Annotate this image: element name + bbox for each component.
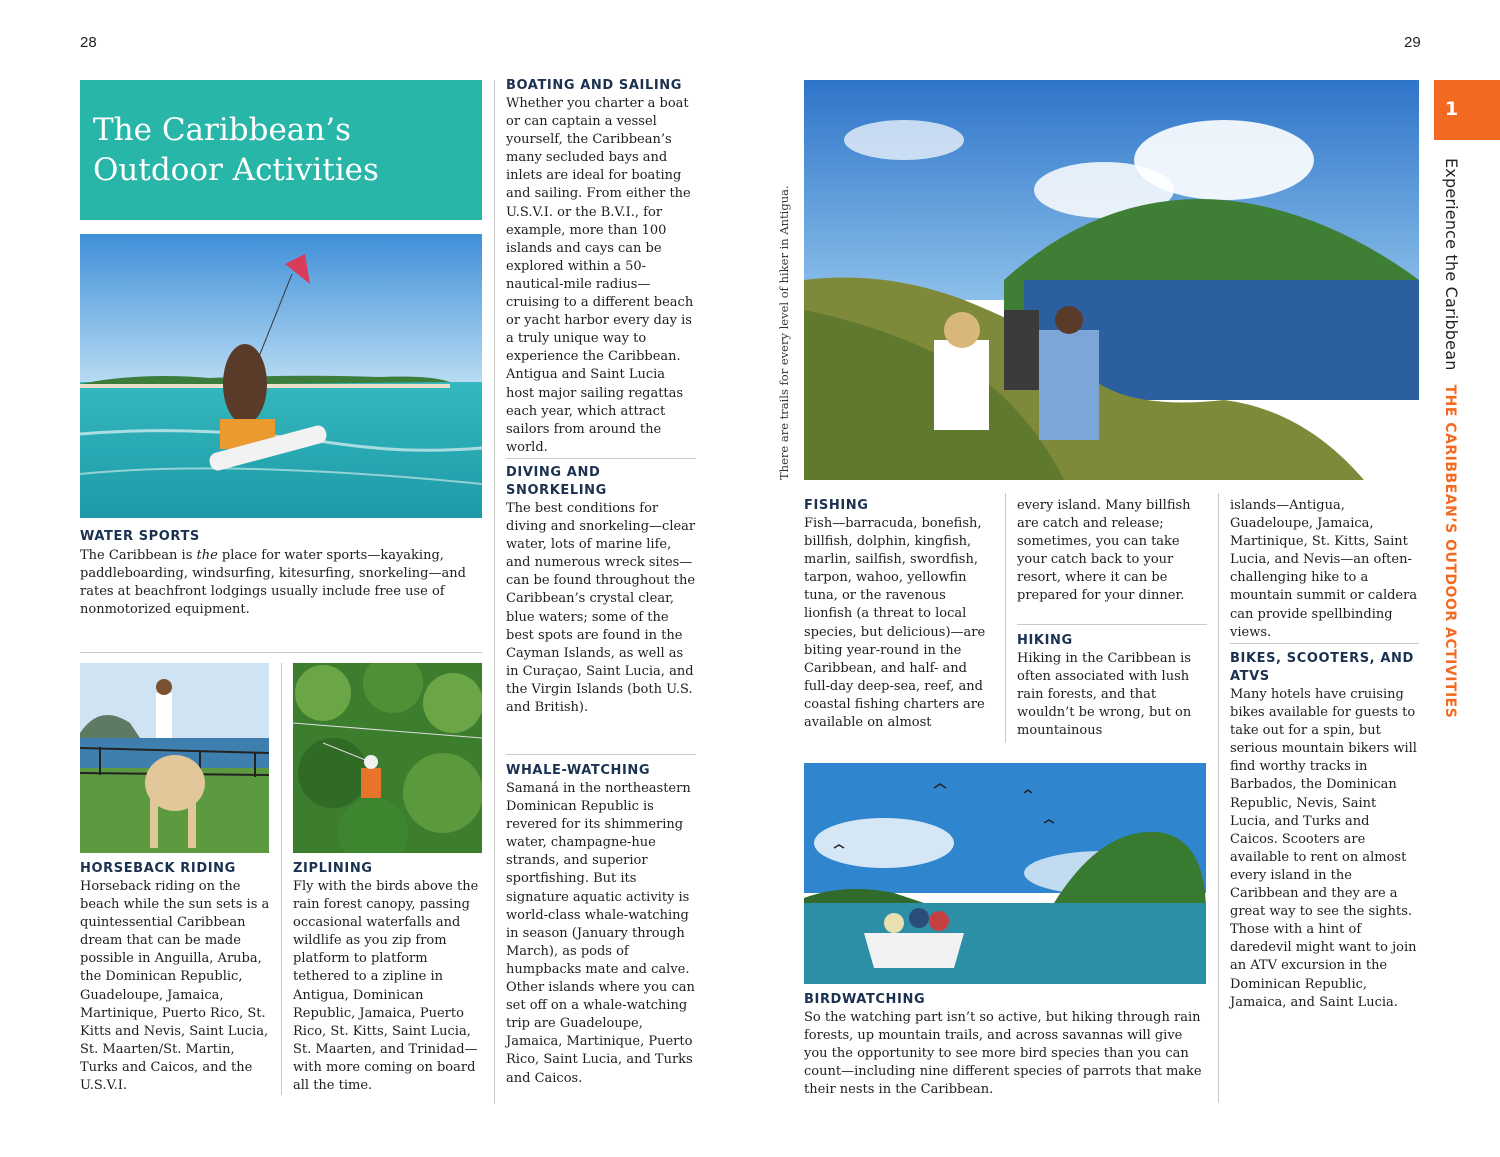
- chapter-tab: [1434, 80, 1500, 140]
- whale-watching-heading: WHALE-WATCHING: [506, 763, 651, 778]
- page-title: The Caribbean’s Outdoor Activities: [93, 112, 379, 188]
- title-banner: [80, 80, 482, 220]
- fishing-text: Fish—barracuda, bonefish, billfish, dolphin, kingfish, marlin, sailfish, swordfish, tarpon, wahoo, yellowfin tuna, or the ravenous lionfish (a threat to local species, but delicious)—are biting year-round in the Caribbean, and half- and full-day deep-sea, reef, and coastal fishing charters are available on almost: [804, 516, 986, 731]
- page-number-right: 29: [1404, 34, 1421, 51]
- ziplining-text: Fly with the birds above the rain forest canopy, passing occasional waterfalls and wildlife as you zip from platform to platform tethered to a zipline in Antigua, Dominican Republic, Jamaica, Puerto Rico, St. Kitts, Saint Lucia, St. Maarten, and Trinidad—with more coming on board all the time.: [293, 879, 479, 1094]
- birdwatching-text: So the watching part isn’t so active, but hiking through rain forests, up mountain trails, and across savannas will give you the opportunity to see more bird species than you can count—including nine different species of parrots that make their nests in the Caribbean.: [804, 1010, 1202, 1098]
- ziplining-heading: ZIPLINING: [293, 861, 373, 876]
- kitesurfing-photo: [80, 234, 482, 518]
- boating-heading: BOATING AND SAILING: [506, 78, 683, 93]
- diving-text: The best conditions for diving and snorkeling—clear water, lots of marine life, and numerous wreck sites—can be found throughout the Caribbean’s crystal clear, blue waters; some of the best spots are found in the Cayman Islands, as well as in Curaçao, Saint Lucia, and the Virgin Islands (both U.S. and British).: [506, 501, 696, 716]
- hiking-text: Hiking in the Caribbean is often associated with lush rain forests, and that wouldn’t be wrong, but on mountainous: [1017, 651, 1192, 739]
- divider: [80, 652, 482, 653]
- hiking-heading: HIKING: [1017, 633, 1073, 648]
- birdwatching-heading: BIRDWATCHING: [804, 992, 926, 1007]
- horseback-riding-text: Horseback riding on the beach while the sun sets is a quintessential Caribbean dream that can be made possible in Anguilla, Aruba, the Dominican Republic, Guadeloupe, Jamaica, Martinique, Puerto Rico, St. Kitts and Nevis, Saint Lucia, St. Maarten/St. Martin, Turks and Caicos, and the U.S.V.I.: [80, 879, 270, 1094]
- fishing-text-continued: every island. Many billfish are catch and release; sometimes, you can take your catch back to your resort, where it can be prepared for your dinner.: [1017, 498, 1191, 604]
- hiking-antigua-photo: [804, 80, 1419, 480]
- water-sports-text: The Caribbean is the place for water sports—kayaking, paddleboarding, windsurfing, kitesurfing, snorkeling—and rates at beachfront lodgings usually include free use of nonmotorized equipment.: [80, 548, 466, 618]
- boating-text: Whether you charter a boat or can captain a vessel yourself, the Caribbean’s many secluded bays and inlets are ideal for boating and sailing. From either the U.S.V.I. or the B.V.I., for example, more than 100 islands and cays can be explored within a 50-nautical-mile radius—cruising to a different beach or yacht harbor every day is a truly unique way to experience the Caribbean. Antigua and Saint Lucia host major sailing regattas each year, which attract sailors from around the world.: [506, 96, 694, 455]
- divider: [506, 754, 696, 755]
- subsection-title: THE CARIBBEAN’S OUTDOOR ACTIVITIES: [1442, 384, 1458, 719]
- running-header: [1442, 158, 1461, 718]
- column-divider: [1005, 493, 1006, 743]
- chapter-number: 1: [1445, 98, 1459, 120]
- bikes-text: Many hotels have cruising bikes available for guests to take out for a spin, but serious mountain bikers will find worthy tracks in Barbados, the Dominican Republic, Nevis, Saint Lucia, and Turks and Caicos. Scooters are available to rent on almost every island in the Caribbean and they are a great way to see the sights. Those with a hint of daredevil might want to join an ATV excursion in the Dominican Republic, Jamaica, and Saint Lucia.: [1230, 687, 1417, 1010]
- horseback-riding-heading: HORSEBACK RIDING: [80, 861, 236, 876]
- birdwatching-photo: [804, 763, 1206, 984]
- photo-caption: There are trails for every level of hiker in Antigua.: [777, 185, 791, 480]
- hiking-text-continued: islands—Antigua, Guadeloupe, Jamaica, Martinique, St. Kitts, Saint Lucia, and Nevis—an often-challenging hike to a mountain summit or caldera can provide spellbinding views.: [1230, 498, 1418, 640]
- diving-heading: DIVING AND SNORKELING: [506, 465, 607, 498]
- bikes-heading: BIKES, SCOOTERS, AND ATVS: [1230, 651, 1414, 684]
- column-divider: [281, 663, 282, 1095]
- column-divider: [1218, 493, 1219, 1103]
- divider: [1017, 624, 1207, 625]
- page-number-left: 28: [80, 34, 97, 51]
- horseback-riding-photo: [80, 663, 269, 853]
- section-title: Experience the Caribbean: [1442, 158, 1461, 371]
- fishing-heading: FISHING: [804, 498, 869, 513]
- ziplining-photo: [293, 663, 482, 853]
- whale-watching-text: Samaná in the northeastern Dominican Republic is revered for its shimmering water, champagne-hue strands, and superior sportfishing. But its signature aquatic activity is world-class whale-watching in season (January through March), as pods of humpbacks mate and calve. Other islands where you can set off on a whale-watching trip are Guadeloupe, Jamaica, Martinique, Puerto Rico, Saint Lucia, and Turks and Caicos.: [506, 781, 695, 1086]
- water-sports-heading: WATER SPORTS: [80, 529, 200, 544]
- column-divider: [494, 80, 495, 1104]
- divider: [506, 458, 696, 459]
- divider: [1230, 643, 1419, 644]
